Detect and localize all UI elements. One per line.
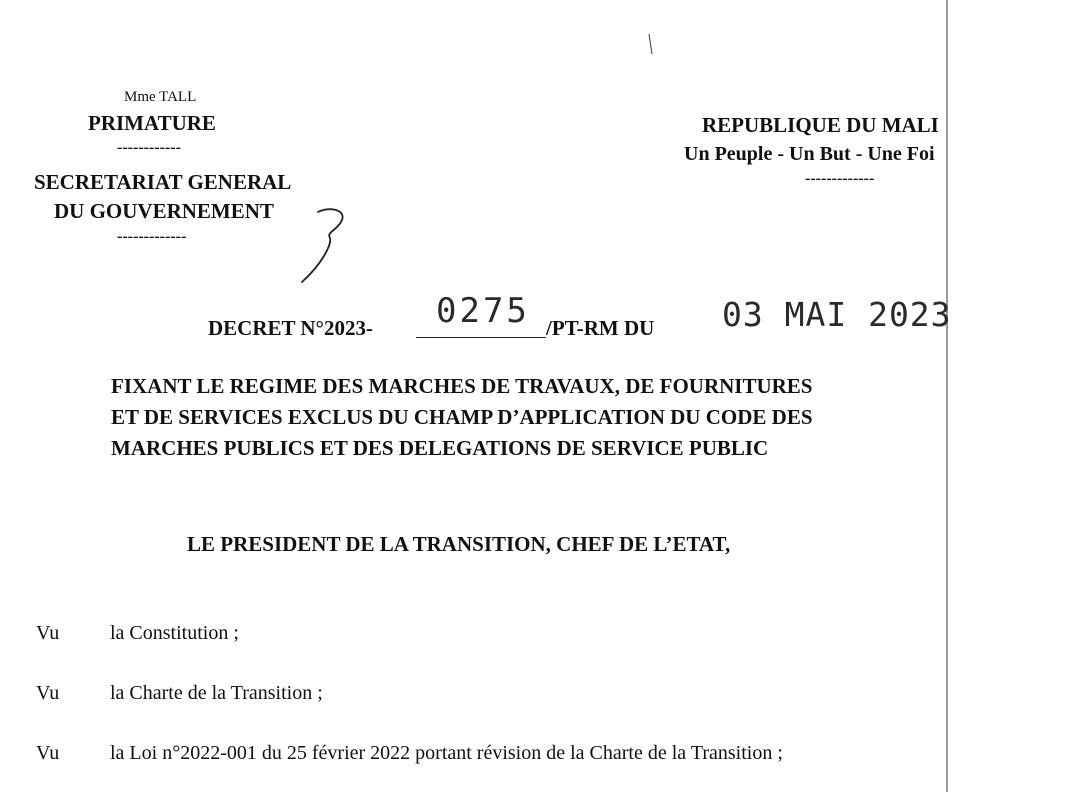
decree-suffix: /PT-RM DU — [546, 316, 655, 340]
secretariat-name-line2: DU GOUVERNEMENT — [54, 199, 274, 223]
scan-fold-line — [946, 0, 948, 792]
separator: ------------- — [117, 228, 187, 245]
initials-note: Mme TALL — [124, 89, 197, 105]
visa-label: Vu — [36, 742, 60, 764]
separator: ------------ — [117, 139, 181, 156]
visa-text: la Charte de la Transition ; — [110, 682, 323, 704]
enacting-authority: LE PRESIDENT DE LA TRANSITION, CHEF DE L’ETAT, — [187, 532, 731, 556]
pen-tick-mark — [640, 30, 660, 60]
country-name: REPUBLIQUE DU MALI — [702, 113, 939, 137]
secretariat-name-line1: SECRETARIAT GENERAL — [34, 170, 292, 194]
decree-number: 0275 — [436, 291, 530, 331]
visa-label: Vu — [36, 622, 60, 644]
decree-number-blank — [416, 337, 546, 338]
subject-line: FIXANT LE REGIME DES MARCHES DE TRAVAUX, DE FOURNITURES — [111, 374, 813, 398]
separator: ------------- — [805, 170, 875, 187]
subject-line: ET DE SERVICES EXCLUS DU CHAMP D’APPLICATION DU CODE DES — [111, 405, 813, 429]
handwritten-paraph — [296, 198, 356, 288]
office-name: PRIMATURE — [88, 111, 216, 135]
decree-date-stamp: 03 MAI 2023 — [722, 295, 952, 334]
visa-label: Vu — [36, 682, 60, 704]
national-motto: Un Peuple - Un But - Une Foi — [684, 143, 935, 165]
decree-prefix: DECRET N°2023- — [208, 316, 373, 340]
subject-line: MARCHES PUBLICS ET DES DELEGATIONS DE SERVICE PUBLIC — [111, 436, 769, 460]
visa-text: la Constitution ; — [110, 622, 239, 644]
visa-text: la Loi n°2022-001 du 25 février 2022 portant révision de la Charte de la Transition ; — [110, 742, 783, 764]
